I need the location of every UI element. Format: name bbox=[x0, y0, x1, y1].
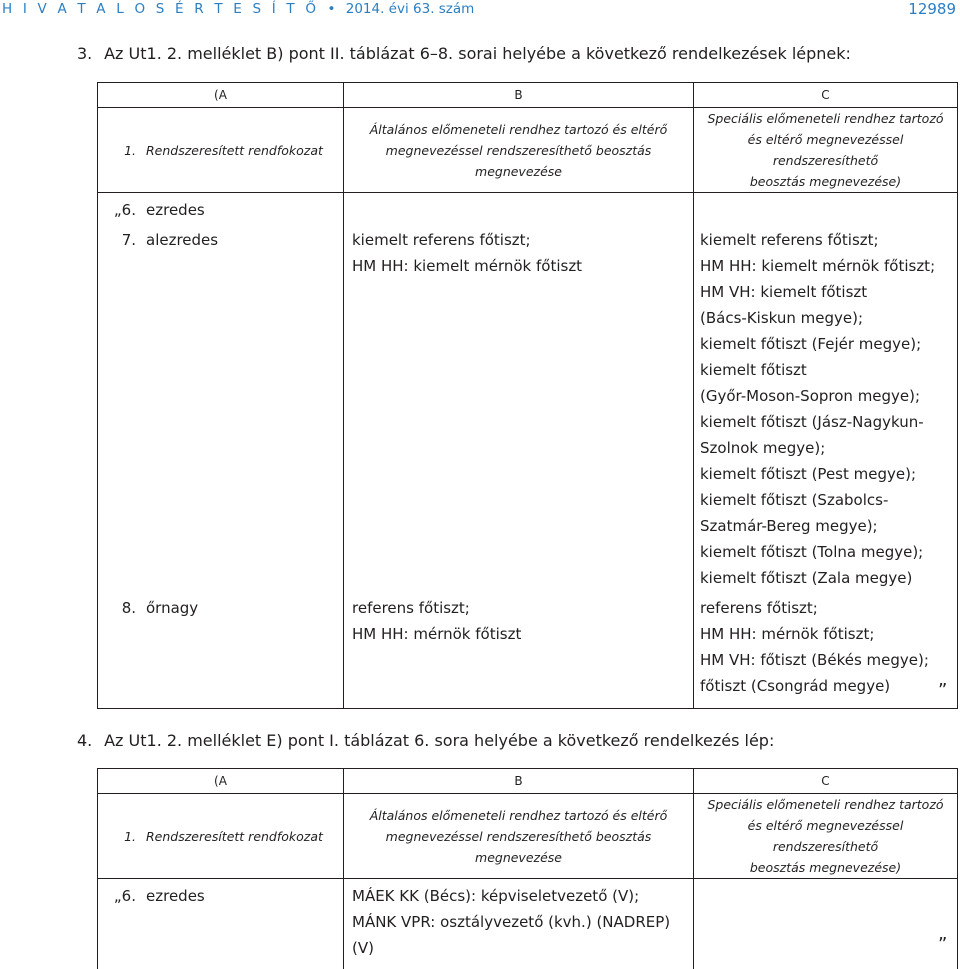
cell-a bbox=[98, 591, 344, 708]
header-cell-c bbox=[694, 794, 958, 879]
closing-quote: ” bbox=[938, 680, 948, 701]
position-line: HM HH: mérnök főtiszt bbox=[352, 625, 522, 643]
table-header-row bbox=[98, 108, 958, 193]
section-3-paragraph bbox=[77, 44, 851, 63]
position-line: MÁEK KK (Bécs): képviseletvezető (V); bbox=[352, 887, 640, 905]
column-label-b: B bbox=[344, 769, 694, 794]
row-number: 1. bbox=[124, 828, 136, 844]
cell-b bbox=[344, 223, 694, 591]
header-cell-b bbox=[344, 794, 694, 879]
special-position-line: HM HH: kiemelt mérnök főtiszt; bbox=[700, 257, 936, 275]
special-position-line: (Bács-Kiskun megye); bbox=[700, 309, 864, 327]
header-a-text: Rendszeresített rendfokozat bbox=[146, 142, 323, 158]
cell-c bbox=[694, 223, 958, 591]
cell-b bbox=[344, 591, 694, 708]
special-position-line: kiemelt főtiszt (Szabolcs- bbox=[700, 491, 889, 509]
position-line: referens főtiszt; bbox=[352, 599, 470, 617]
column-label-row bbox=[98, 83, 958, 108]
rank-text: ezredes bbox=[146, 887, 205, 905]
header-b-line: Általános előmeneteli rendhez tartozó és eltérő bbox=[369, 807, 668, 823]
cell-c bbox=[694, 879, 958, 969]
special-position-line: kiemelt főtiszt (Tolna megye); bbox=[700, 543, 924, 561]
header-c-line: és eltérő megnevezéssel rendszeresíthető bbox=[747, 132, 904, 168]
rank-text: ezredes bbox=[146, 201, 205, 219]
table-header-row bbox=[98, 794, 958, 879]
special-position-line: kiemelt főtiszt (Fejér megye); bbox=[700, 335, 922, 353]
special-position-line: HM VH: főtiszt (Békés megye); bbox=[700, 651, 929, 669]
position-line: (V) bbox=[352, 939, 374, 957]
special-position-line: Szolnok megye); bbox=[700, 439, 826, 457]
column-label-c: C bbox=[694, 769, 958, 794]
page-number: 12989 bbox=[908, 0, 956, 18]
table-row bbox=[98, 223, 958, 591]
special-position-line: főtiszt (Csongrád megye) bbox=[700, 677, 891, 695]
row-number: 8. bbox=[121, 599, 136, 617]
column-label-a: (A bbox=[98, 769, 344, 794]
column-label-a: (A bbox=[98, 83, 344, 108]
column-label-c: C bbox=[694, 83, 958, 108]
header-b-line: Általános előmeneteli rendhez tartozó és eltérő bbox=[369, 121, 668, 137]
header-a-text: Rendszeresített rendfokozat bbox=[146, 828, 323, 844]
special-position-line: Szatmár-Bereg megye); bbox=[700, 517, 878, 535]
running-header bbox=[2, 1, 474, 17]
row-number: „6. bbox=[113, 887, 136, 905]
header-bullet: • bbox=[327, 1, 336, 17]
special-position-line: (Győr-Moson-Sopron megye); bbox=[700, 387, 921, 405]
position-line: kiemelt referens főtiszt; bbox=[352, 231, 531, 249]
row-number: „6. bbox=[113, 201, 136, 219]
section-text: Az Ut1. 2. melléklet B) pont II. táblázat 6–8. sorai helyébe a következő rendelkezések lépnek: bbox=[104, 44, 851, 63]
header-c-line: beosztás megnevezése) bbox=[749, 860, 902, 875]
closing-quote: ” bbox=[938, 934, 948, 955]
header-c-line: Speciális előmeneteli rendhez tartozó bbox=[707, 111, 944, 126]
special-position-line: HM HH: mérnök főtiszt; bbox=[700, 625, 875, 643]
cell-a bbox=[98, 193, 344, 224]
header-c-line: beosztás megnevezése) bbox=[749, 174, 902, 189]
rank-text: őrnagy bbox=[146, 599, 199, 617]
table-row bbox=[98, 591, 958, 708]
position-line: HM HH: kiemelt mérnök főtiszt bbox=[352, 257, 583, 275]
section-number: 3. bbox=[77, 44, 93, 63]
special-position-line: kiemelt főtiszt bbox=[700, 361, 807, 379]
cell-b bbox=[344, 879, 694, 969]
header-cell-c bbox=[694, 108, 958, 193]
header-c-line: és eltérő megnevezéssel rendszeresíthető bbox=[747, 818, 904, 854]
special-position-line: referens főtiszt; bbox=[700, 599, 818, 617]
issue-label: 2014. évi 63. szám bbox=[345, 1, 475, 17]
cell-c bbox=[694, 193, 958, 224]
special-position-line: HM VH: kiemelt főtiszt bbox=[700, 283, 868, 301]
header-b-line: megnevezéssel rendszeresíthető beosztás megnevezése bbox=[385, 142, 652, 179]
header-cell-a bbox=[98, 794, 344, 879]
section-text: Az Ut1. 2. melléklet E) pont I. táblázat 6. sora helyébe a következő rendelkezés lép: bbox=[104, 731, 775, 750]
header-b-line: megnevezéssel rendszeresíthető beosztás megnevezése bbox=[385, 828, 652, 865]
special-position-line: kiemelt főtiszt (Jász-Nagykun- bbox=[700, 413, 924, 431]
special-position-line: kiemelt főtiszt (Pest megye); bbox=[700, 465, 917, 483]
rank-text: alezredes bbox=[146, 231, 219, 249]
cell-b bbox=[344, 193, 694, 224]
column-label-b: B bbox=[344, 83, 694, 108]
journal-title: H I V A T A L O S É R T E S Í T Ő bbox=[2, 1, 320, 17]
position-line: MÁNK VPR: osztályvezető (kvh.) (NADREP) bbox=[352, 913, 671, 931]
special-position-line: kiemelt főtiszt (Zala megye) bbox=[700, 569, 913, 587]
header-c-line: Speciális előmeneteli rendhez tartozó bbox=[707, 797, 944, 812]
header-cell-b bbox=[344, 108, 694, 193]
cell-c bbox=[694, 591, 958, 708]
special-position-line: kiemelt referens főtiszt; bbox=[700, 231, 879, 249]
row-number: 1. bbox=[124, 142, 136, 158]
cell-a bbox=[98, 223, 344, 591]
header-cell-a bbox=[98, 108, 344, 193]
cell-a bbox=[98, 879, 344, 969]
amendment-table-1 bbox=[97, 82, 958, 709]
section-4-paragraph bbox=[77, 731, 774, 750]
row-number: 7. bbox=[121, 231, 136, 249]
table-row bbox=[98, 879, 958, 969]
section-number: 4. bbox=[77, 731, 93, 750]
column-label-row bbox=[98, 769, 958, 794]
table-row bbox=[98, 193, 958, 224]
amendment-table-2 bbox=[97, 768, 958, 969]
